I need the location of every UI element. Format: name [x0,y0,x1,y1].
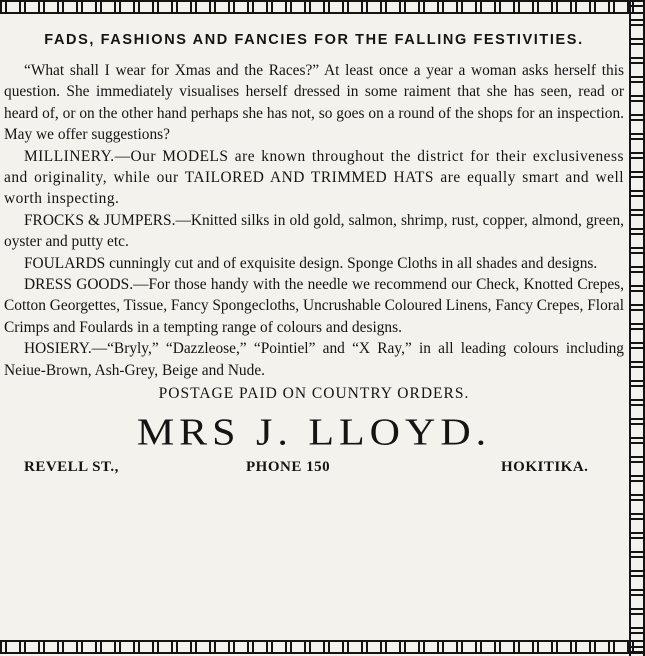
advertisement-body [4,30,624,630]
foulards-paragraph: FOULARDS cunningly cut and of exquisite design. Sponge Cloths in all shades and designs. [24,254,598,272]
intro-paragraph: “What shall I wear for Xmas and the Races?” At least once a year a woman asks herself this question. She immediately visualises herself dressed in some raiment that she has seen, read or heard of, or on the other hand perhaps she has not, so goes on a round of the shops for an inspection. May we offer suggestions? [4,62,624,144]
hosiery-paragraph: HOSIERY.—“Bryly,” “Dazzleose,” “Pointiel” and “X Ray,” in all leading colours including Neiue-Brown, Ash-Grey, Beige and Nude. [4,340,624,379]
decorative-border-top [0,0,645,14]
postage-notice: POSTAGE PAID ON COUNTRY ORDERS. [158,385,470,403]
headline: FADS, FASHIONS AND FANCIES FOR THE FALLING FESTIVITIES. [44,32,584,48]
town-name: HOKITIKA. [501,459,589,476]
millinery-paragraph: MILLINERY.—Our MODELS are known throughout the district for their exclusiveness and originality, while our TAILORED AND TRIMMED HATS are equally smart and well worth inspecting. [4,147,624,208]
street-address: REVELL ST., [24,459,119,476]
dress-goods-paragraph: DRESS GOODS.—For those handy with the needle we recommend our Check, Knotted Crepes, Cotton Georgettes, Tissue, Fancy Spongecloths, Uncrushable Coloured Linens, Fancy Crepes, Floral Crimps and Foulards in a tempting range of colours and designs. [4,276,624,336]
decorative-border-bottom [0,640,645,654]
address-line [4,459,624,481]
frocks-paragraph: FROCKS & JUMPERS.—Knitted silks in old gold, salmon, shrimp, rust, copper, almond, green, oyster and putty etc. [4,211,624,251]
phone-number: PHONE 150 [246,459,331,476]
advertiser-name: MRS J. LLOYD. [136,412,492,454]
decorative-border-right [629,0,645,656]
